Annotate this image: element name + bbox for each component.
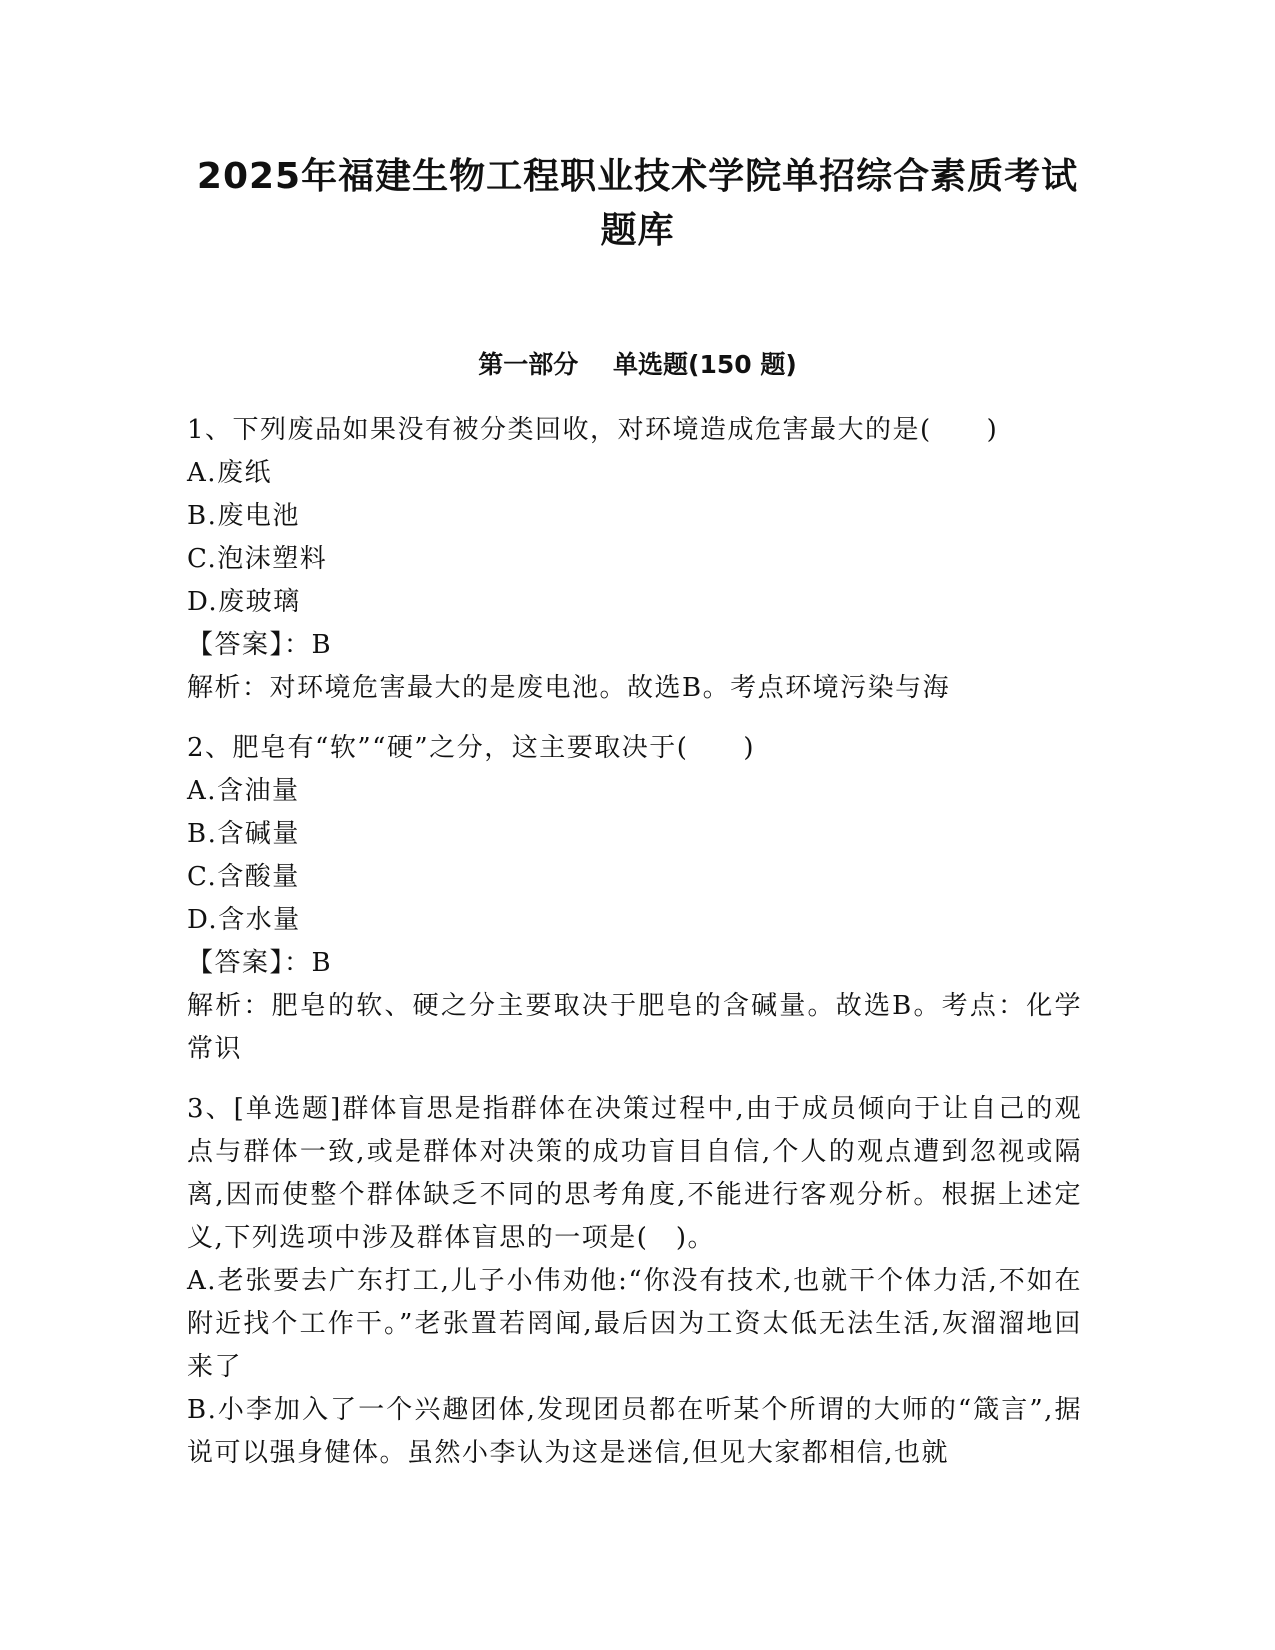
option-a: A.含油量 xyxy=(187,776,300,806)
question-item xyxy=(187,727,1082,1071)
answer: 【答案】：B xyxy=(187,630,333,660)
question-stem: 3、[单选题]群体盲思是指群体在决策过程中,由于成员倾向于让自己的观点与群体一致,或是群体对决策的成功盲目自信,个人的观点遭到忽视或隔离,因而使整个群体缺乏不同的思考角度,不能进行客观分析。根据上述定义,下列选项中涉及群体盲思的一项是( )。 xyxy=(187,1094,1082,1253)
analysis: 解析：肥皂的软、硬之分主要取决于肥皂的含碱量。故选B。考点：化学常识 xyxy=(187,991,1082,1064)
question-list xyxy=(187,409,1082,1492)
option-c: C.泡沫塑料 xyxy=(187,544,328,574)
question-item xyxy=(187,409,1082,710)
option-b: B.废电池 xyxy=(187,501,300,531)
section-title: 第一部分 单选题(150 题) xyxy=(478,350,797,379)
option-b: B.小李加入了一个兴趣团体,发现团员都在听某个所谓的大师的“箴言”,据说可以强身健体。虽然小李认为这是迷信,但见大家都相信,也就 xyxy=(187,1395,1082,1468)
option-b: B.含碱量 xyxy=(187,819,300,849)
option-c: C.含酸量 xyxy=(187,862,300,892)
option-a: A.老张要去广东打工,儿子小伟劝他:“你没有技术,也就干个体力活,不如在附近找个工作干。”老张置若罔闻,最后因为工资太低无法生活,灰溜溜地回来了 xyxy=(187,1266,1082,1382)
option-d: D.废玻璃 xyxy=(187,587,301,617)
document-title: 2025年福建生物工程职业技术学院单招综合素质考试题库 xyxy=(196,156,1079,251)
question-item xyxy=(187,1088,1082,1475)
option-d: D.含水量 xyxy=(187,905,301,935)
option-a: A.废纸 xyxy=(187,458,273,488)
analysis: 解析：对环境危害最大的是废电池。故选B。考点环境污染与海 xyxy=(187,673,951,703)
question-stem: 1、下列废品如果没有被分类回收，对环境造成危害最大的是( ) xyxy=(187,415,999,445)
answer: 【答案】：B xyxy=(187,948,333,978)
question-stem: 2、肥皂有“软”“硬”之分，这主要取决于( ) xyxy=(187,733,755,763)
